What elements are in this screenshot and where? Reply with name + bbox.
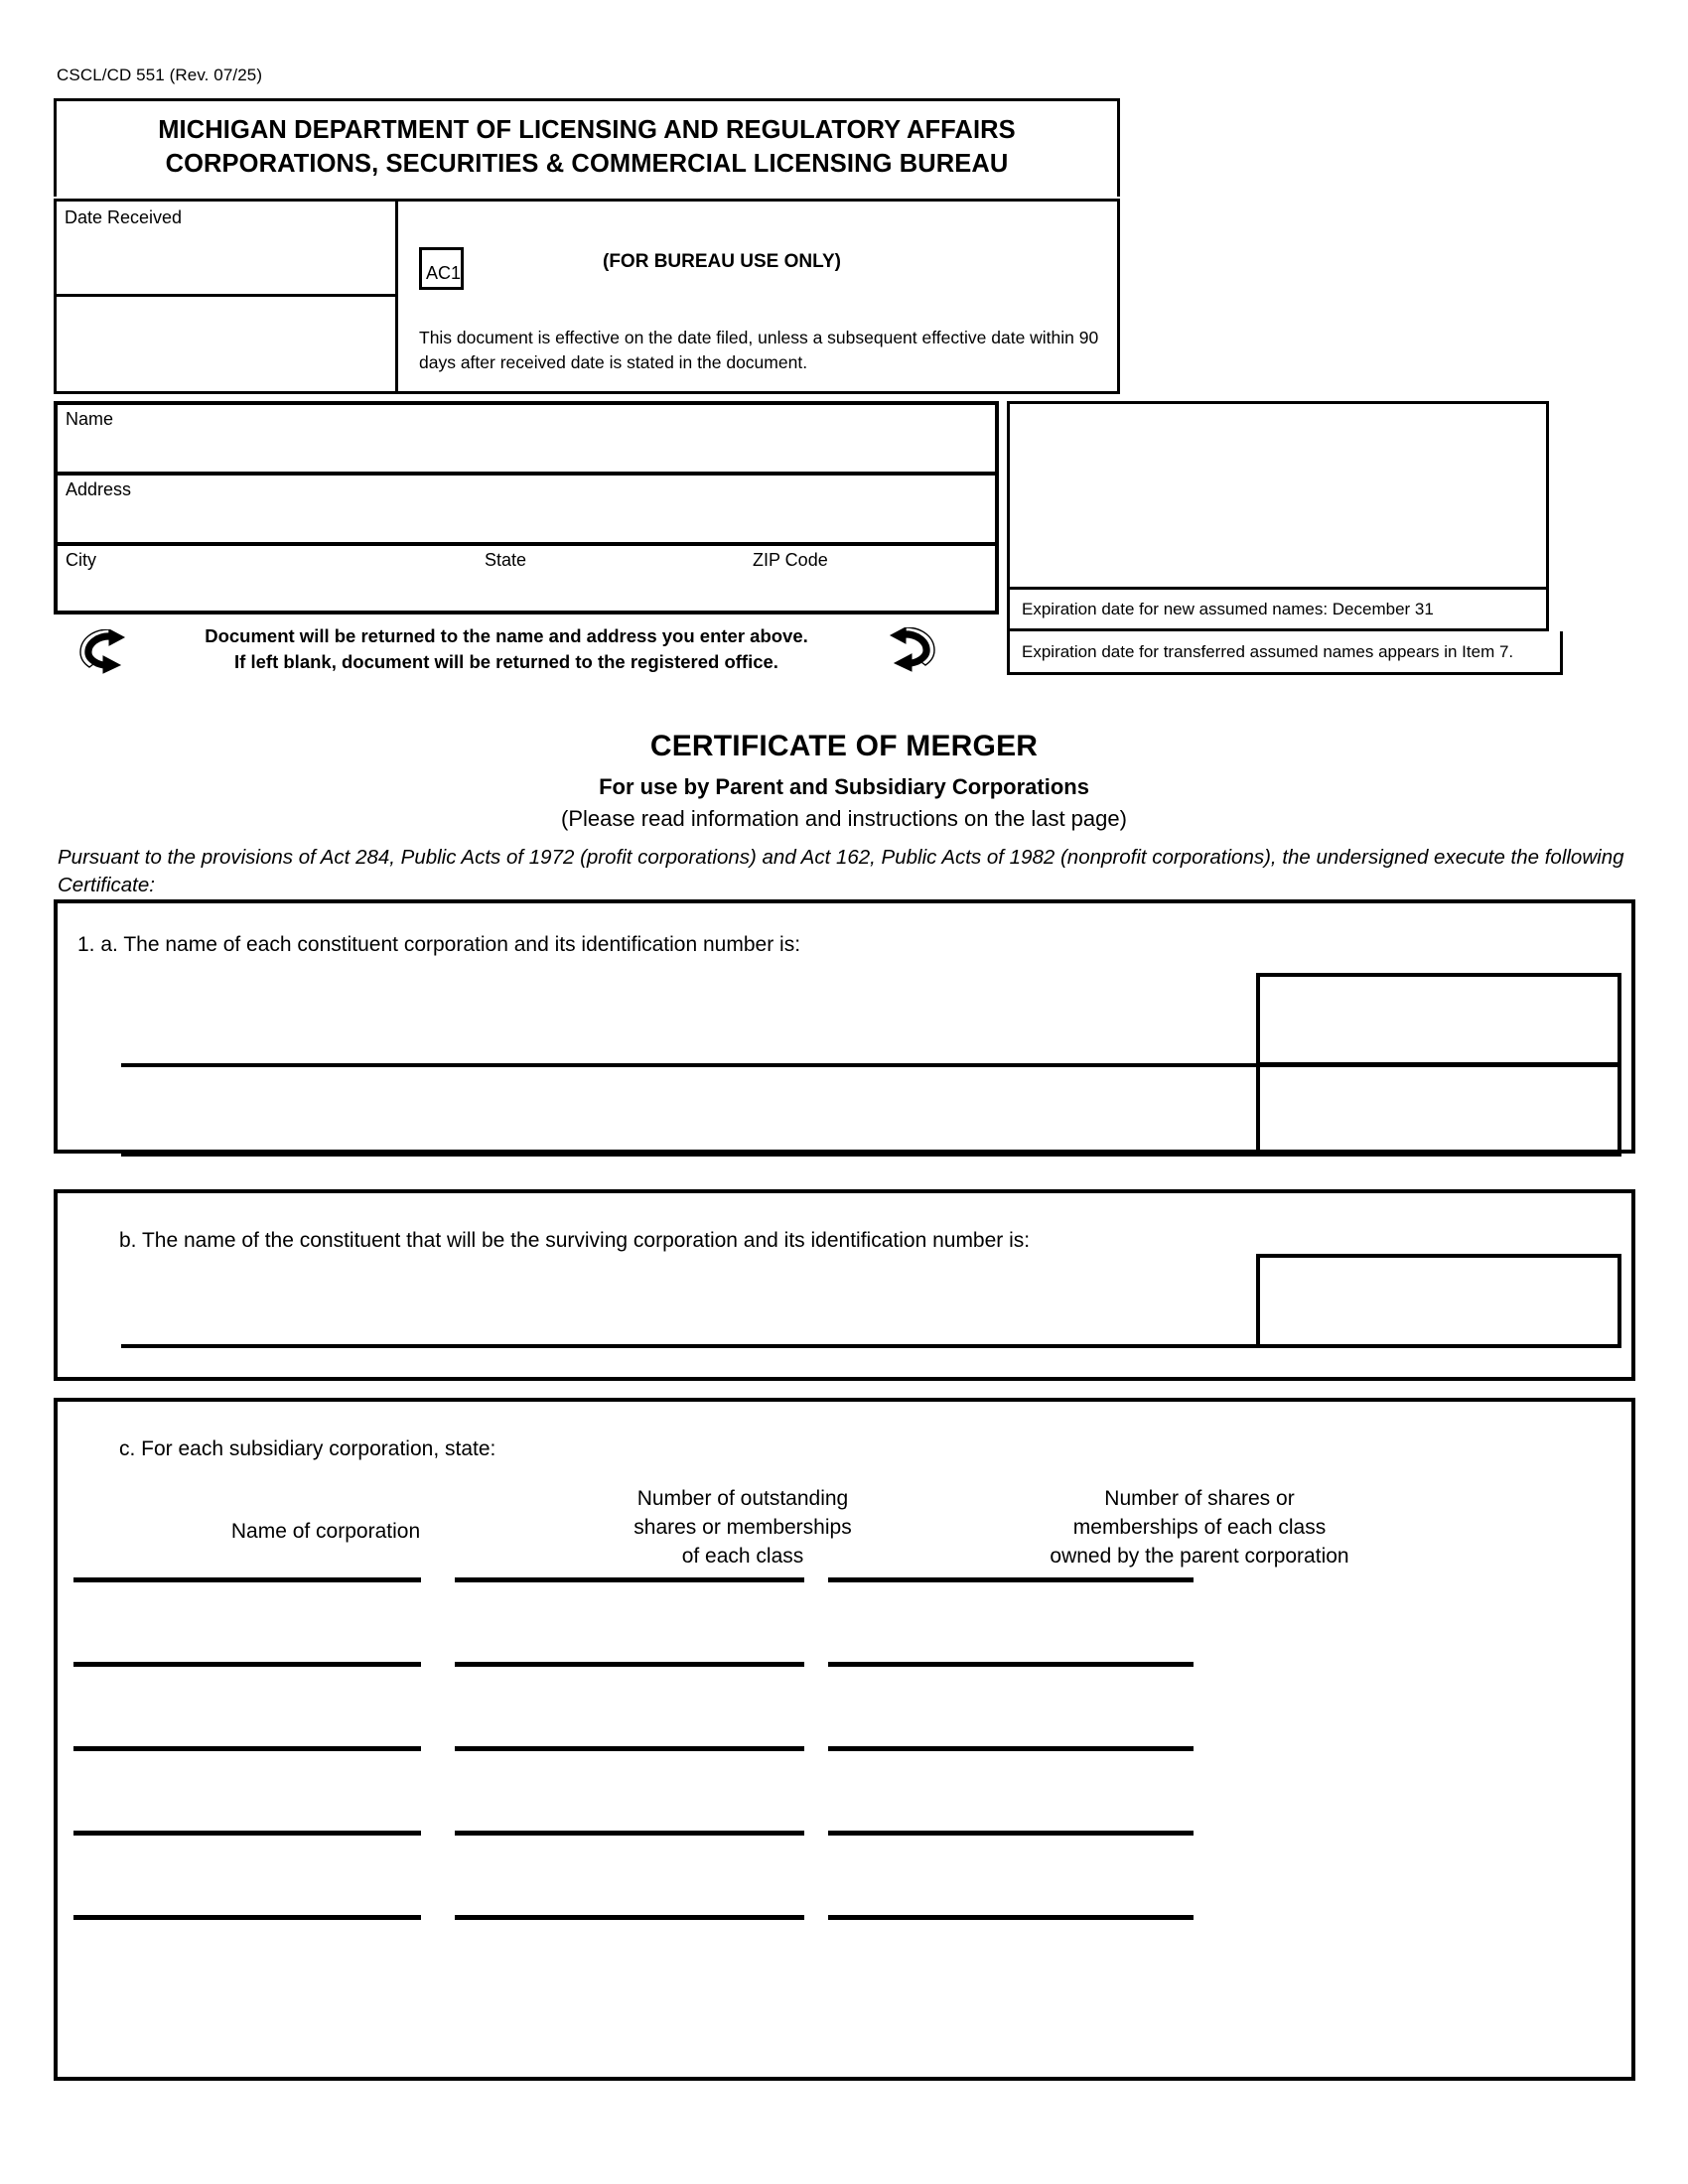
section-1a-box <box>54 899 1635 1154</box>
for-bureau-use-only-label: (FOR BUREAU USE ONLY) <box>603 251 841 272</box>
return-instructions-line2: If left blank, document will be returned to the registered office. <box>234 650 778 672</box>
state-label: State <box>485 550 527 570</box>
constituent-2-name-line[interactable] <box>121 1153 1621 1157</box>
agency-header-line2: CORPORATIONS, SECURITIES & COMMERCIAL LICENSING BUREAU <box>165 149 1009 178</box>
certificate-instructions-note: (Please read information and instructions on the last page) <box>561 806 1127 831</box>
table-row[interactable] <box>828 1831 1194 1836</box>
table-row[interactable] <box>73 1662 421 1667</box>
table-row[interactable] <box>455 1662 804 1667</box>
name-field[interactable] <box>58 405 995 476</box>
column-header-outstanding-shares-line1: Number of outstanding <box>636 1487 849 1510</box>
certificate-title: CERTIFICATE OF MERGER <box>649 730 1039 762</box>
table-row[interactable] <box>73 1746 421 1751</box>
column-header-name-of-corporation <box>87 1518 564 1547</box>
column-header-outstanding-shares <box>534 1485 951 1571</box>
return-instructions-line1: Document will be returned to the name and address you enter above. <box>205 625 808 646</box>
section-1c-box <box>54 1398 1635 2081</box>
table-row[interactable] <box>828 1577 1194 1582</box>
expiration-transferred-assumed-names-text: Expiration date for transferred assumed names appears in Item 7. <box>1022 642 1514 661</box>
zip-code-label: ZIP Code <box>753 550 828 570</box>
section-1a-heading: 1. a. The name of each constituent corporation and its identification number is: <box>77 933 801 956</box>
constituent-2-id-number-field[interactable] <box>1256 1062 1621 1157</box>
certificate-subtitle: For use by Parent and Subsidiary Corporations <box>599 774 1089 799</box>
address-field[interactable] <box>58 476 995 546</box>
return-address-box <box>54 401 999 614</box>
section-1b-heading: b. The name of the constituent that will be the surviving corporation and its identification number is: <box>119 1229 1031 1252</box>
date-received-label: Date Received <box>65 207 183 227</box>
agency-header-box <box>54 98 1120 197</box>
column-header-parent-owned-shares-line3: owned by the parent corporation <box>1050 1544 1349 1568</box>
ac1-code-box <box>419 247 464 290</box>
curved-arrow-up-right-icon <box>884 627 935 675</box>
surviving-corporation-name-line[interactable] <box>121 1344 1621 1348</box>
return-instructions <box>149 623 864 674</box>
constituent-1-id-number-field[interactable] <box>1256 973 1621 1067</box>
table-row[interactable] <box>828 1662 1194 1667</box>
table-row[interactable] <box>455 1746 804 1751</box>
date-received-field[interactable] <box>57 202 398 297</box>
curved-arrow-up-left-icon <box>79 629 131 677</box>
table-row[interactable] <box>828 1915 1194 1920</box>
expiration-new-assumed-names-box <box>1007 590 1549 631</box>
column-header-parent-owned-shares <box>951 1485 1448 1571</box>
expiration-new-assumed-names-text: Expiration date for new assumed names: December 31 <box>1022 600 1434 618</box>
agency-header-title <box>57 101 1117 197</box>
form-number: CSCL/CD 551 (Rev. 07/25) <box>57 66 263 84</box>
city-state-zip-field[interactable] <box>58 546 995 611</box>
table-row[interactable] <box>455 1915 804 1920</box>
expiration-transferred-assumed-names-box <box>1007 631 1563 675</box>
column-header-outstanding-shares-line2: shares or memberships <box>633 1515 852 1539</box>
table-row[interactable] <box>73 1577 421 1582</box>
column-header-parent-owned-shares-line2: memberships of each class <box>1072 1515 1327 1539</box>
pursuant-statement: Pursuant to the provisions of Act 284, Public Acts of 1972 (profit corporations) and Act 162, Public Acts of 1982 (nonprofit corporations), the undersigned execute the following Certificate: <box>58 846 1624 897</box>
name-label: Name <box>66 409 114 429</box>
surviving-corporation-id-number-field[interactable] <box>1256 1254 1621 1348</box>
table-row[interactable] <box>828 1746 1194 1751</box>
date-received-secondary-field[interactable] <box>57 297 398 391</box>
column-header-outstanding-shares-line3: of each class <box>681 1544 804 1568</box>
table-row[interactable] <box>73 1831 421 1836</box>
section-1b-box <box>54 1189 1635 1381</box>
agency-header-line1: MICHIGAN DEPARTMENT OF LICENSING AND REGULATORY AFFAIRS <box>158 116 1016 144</box>
city-label: City <box>66 550 96 570</box>
section-1c-heading: c. For each subsidiary corporation, state: <box>119 1437 496 1460</box>
ac1-code-label: AC1 <box>426 263 462 283</box>
address-label: Address <box>66 479 132 499</box>
table-row[interactable] <box>73 1915 421 1920</box>
table-row[interactable] <box>455 1577 804 1582</box>
bureau-stamp-box <box>1007 401 1549 590</box>
bureau-use-box <box>54 199 1120 394</box>
table-row[interactable] <box>455 1831 804 1836</box>
column-header-name-of-corporation-line1: Name of corporation <box>230 1520 421 1543</box>
column-header-parent-owned-shares-line1: Number of shares or <box>1104 1487 1295 1510</box>
effective-date-note: This document is effective on the date filed, unless a subsequent effective date within 90 days after received date is stated in the document. <box>419 328 1099 373</box>
